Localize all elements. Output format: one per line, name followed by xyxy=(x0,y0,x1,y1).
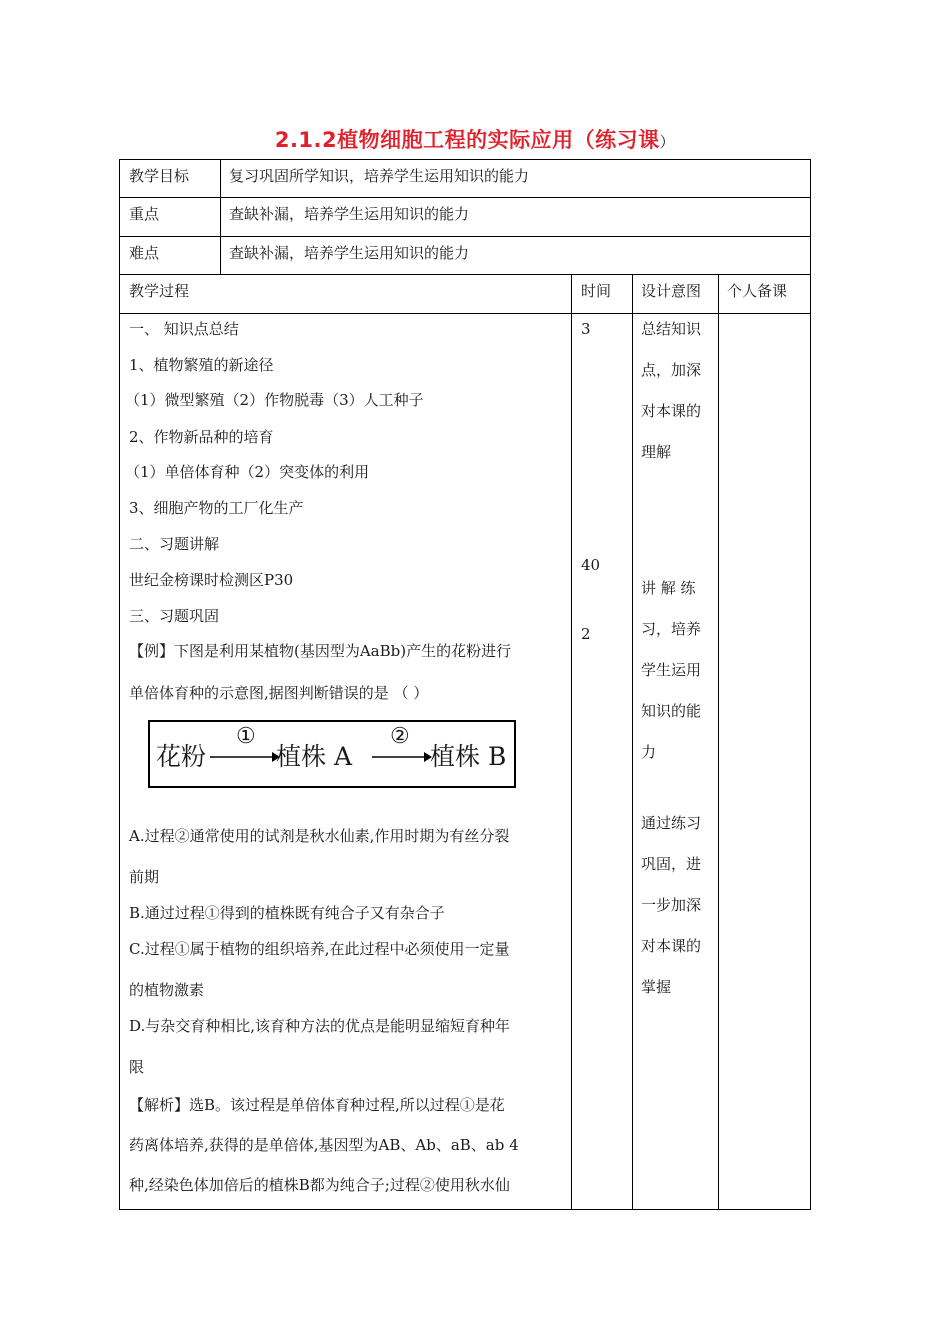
content-line: 1、植物繁殖的新途径 xyxy=(129,356,274,374)
content-line: 2、作物新品种的培育 xyxy=(129,428,274,446)
option-line: B.通过过程①得到的植株既有纯合子又有杂合子 xyxy=(129,904,445,922)
header-process: 教学过程 xyxy=(129,282,190,300)
intent-line: 学生运用 xyxy=(641,661,702,679)
content-line: 3、细胞产物的工厂化生产 xyxy=(129,499,304,517)
time-value: 3 xyxy=(581,320,591,338)
breeding-diagram xyxy=(148,720,516,788)
intent-line: 力 xyxy=(641,743,657,761)
intent-line: 掌握 xyxy=(641,978,672,996)
diagram-node-plant-a: 植株 A xyxy=(276,742,353,771)
arrow-right-icon xyxy=(210,746,280,764)
intent-line: 理解 xyxy=(641,443,672,461)
option-line: 前期 xyxy=(129,868,160,886)
intent-line: 讲 解 练 xyxy=(641,579,696,597)
row-label-difficulty: 难点 xyxy=(129,244,160,262)
header-time: 时间 xyxy=(581,282,612,300)
analysis-line: 种,经染色体加倍后的植株B都为纯合子;过程②使用秋水仙 xyxy=(129,1176,510,1194)
row-label-objective: 教学目标 xyxy=(129,167,190,185)
row-value-objective: 复习巩固所学知识，培养学生运用知识的能力 xyxy=(229,167,530,185)
row-value-difficulty: 查缺补漏，培养学生运用知识的能力 xyxy=(229,244,470,262)
intent-line: 总结知识 xyxy=(641,320,702,338)
content-line: 一、 知识点总结 xyxy=(129,320,239,338)
intent-line: 知识的能 xyxy=(641,702,702,720)
intent-line: 巩固，进 xyxy=(641,855,702,873)
row-label-key-point: 重点 xyxy=(129,205,160,223)
content-line: 二、习题讲解 xyxy=(129,535,220,553)
option-line: 限 xyxy=(129,1058,145,1076)
intent-line: 习，培养 xyxy=(641,620,702,638)
content-line: 三、习题巩固 xyxy=(129,607,220,625)
arrow-right-icon xyxy=(372,746,432,764)
content-line: 单倍体育种的示意图,据图判断错误的是 （ ） xyxy=(129,684,429,702)
intent-line: 通过练习 xyxy=(641,814,702,832)
option-line: 的植物激素 xyxy=(129,981,205,999)
diagram-node-pollen: 花粉 xyxy=(156,742,207,771)
intent-line: 点，加深 xyxy=(641,361,702,379)
content-line: 世纪金榜课时检测区P30 xyxy=(129,571,294,589)
header-notes: 个人备课 xyxy=(727,282,788,300)
intent-line: 对本课的 xyxy=(641,937,702,955)
intent-line: 一步加深 xyxy=(641,896,702,914)
page-title: 2.1.2植物细胞工程的实际应用（练习课） xyxy=(274,128,676,152)
option-line: C.过程①属于植物的组织培养,在此过程中必须使用一定量 xyxy=(129,940,510,958)
row-value-key-point: 查缺补漏，培养学生运用知识的能力 xyxy=(229,205,470,223)
time-value: 2 xyxy=(581,625,591,643)
content-line: （1）微型繁殖（2）作物脱毒（3）人工种子 xyxy=(125,391,424,409)
diagram-step-1: ① xyxy=(236,724,256,749)
option-line: D.与杂交育种相比,该育种方法的优点是能明显缩短育种年 xyxy=(129,1017,511,1035)
diagram-node-plant-b: 植株 B xyxy=(430,742,507,771)
header-intent: 设计意图 xyxy=(641,282,702,300)
option-line: A.过程②通常使用的试剂是秋水仙素,作用时期为有丝分裂 xyxy=(129,827,510,845)
intent-line: 对本课的 xyxy=(641,402,702,420)
content-line: （1）单倍体育种（2）突变体的利用 xyxy=(125,463,370,481)
diagram-step-2: ② xyxy=(390,724,410,749)
analysis-line: 【解析】选B。该过程是单倍体育种过程,所以过程①是花 xyxy=(129,1096,505,1114)
content-line: 【例】下图是利用某植物(基因型为AaBb)产生的花粉进行 xyxy=(129,642,512,660)
analysis-line: 药离体培养,获得的是单倍体,基因型为AB、Ab、aB、ab 4 xyxy=(129,1136,519,1154)
time-value: 40 xyxy=(581,556,601,574)
